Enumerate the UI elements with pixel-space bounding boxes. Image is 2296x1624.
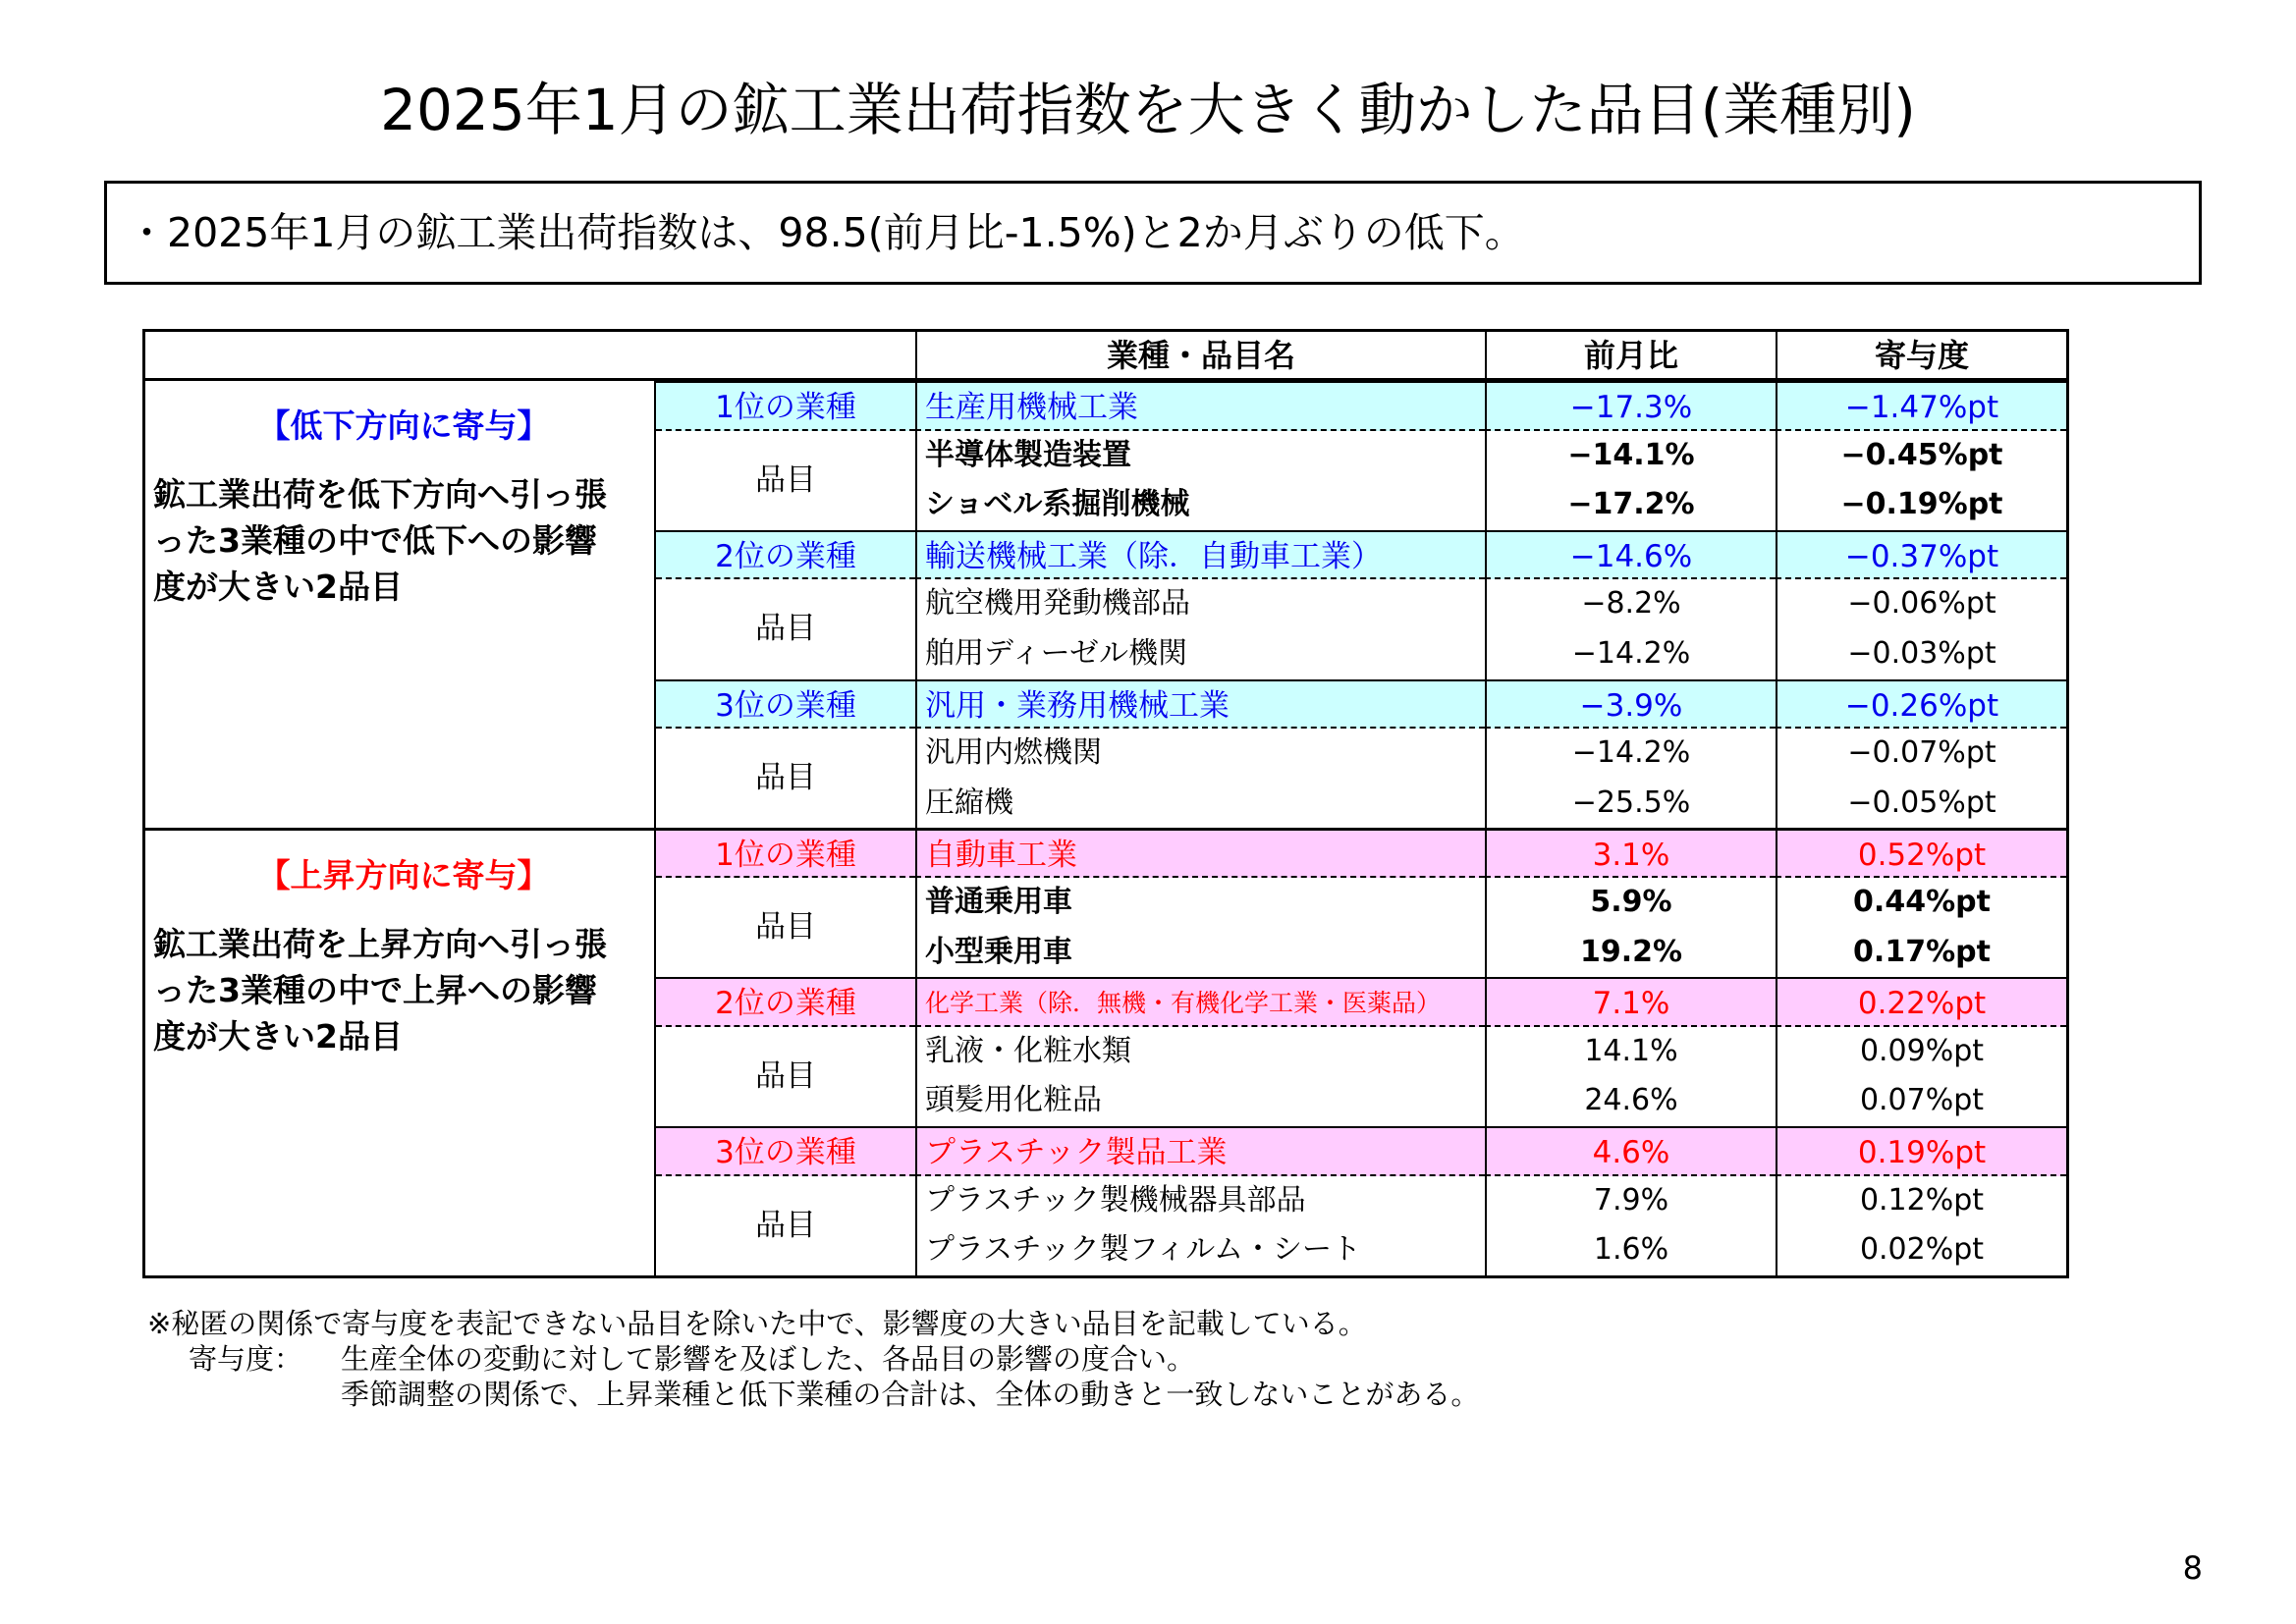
industry-contrib: 0.22%pt <box>1776 977 2066 1027</box>
item-mom: −8.2% <box>1485 579 1776 629</box>
industry-rank: 3位の業種 <box>656 1126 915 1176</box>
item-label: 品目 <box>755 461 816 498</box>
section-heading: 【低下方向に寄与】 <box>257 406 550 445</box>
item-contrib: 0.17%pt <box>1776 928 2066 978</box>
item-contrib: 0.44%pt <box>1776 878 2066 928</box>
item-mom: −14.1% <box>1485 431 1776 481</box>
item-mom: 1.6% <box>1485 1225 1776 1275</box>
industry-mom: 4.6% <box>1485 1126 1776 1176</box>
item-contrib: 0.07%pt <box>1776 1076 2066 1126</box>
item-contrib: −0.07%pt <box>1776 729 2066 779</box>
industry-mom: 3.1% <box>1485 828 1776 878</box>
item-mom: −25.5% <box>1485 779 1776 829</box>
item-contrib: −0.03%pt <box>1776 629 2066 679</box>
industry-name: 汎用・業務用機械工業 <box>915 679 1485 730</box>
industry-mom: −14.6% <box>1485 530 1776 580</box>
item-contrib: −0.06%pt <box>1776 579 2066 629</box>
item-name: 小型乗用車 <box>915 928 1485 978</box>
contribution-table <box>142 329 2069 1278</box>
industry-name: 自動車工業 <box>915 828 1485 878</box>
industry-name: 輸送機械工業（除．自動車工業） <box>915 530 1485 580</box>
industry-mom: −3.9% <box>1485 679 1776 730</box>
industry-name: プラスチック製品工業 <box>915 1126 1485 1176</box>
page-title: 2025年1月の鉱工業出荷指数を大きく動かした品目(業種別) <box>380 77 1916 143</box>
item-label: 品目 <box>755 1057 816 1094</box>
section-down <box>145 381 656 828</box>
item-name: プラスチック製フィルム・シート <box>915 1225 1485 1275</box>
industry-contrib: −1.47%pt <box>1776 381 2066 431</box>
industry-rank: 3位の業種 <box>656 679 915 730</box>
header-contrib: 寄与度 <box>1776 332 2066 381</box>
item-contrib: 0.09%pt <box>1776 1027 2066 1077</box>
item-name: ショベル系掘削機械 <box>915 480 1485 530</box>
item-mom: −14.2% <box>1485 629 1776 679</box>
section-up <box>145 828 656 1274</box>
industry-contrib: 0.52%pt <box>1776 828 2066 878</box>
item-name: 普通乗用車 <box>915 878 1485 928</box>
item-name: 半導体製造装置 <box>915 431 1485 481</box>
item-label: 品目 <box>755 1207 816 1243</box>
item-mom: −14.2% <box>1485 729 1776 779</box>
industry-mom: 7.1% <box>1485 977 1776 1027</box>
footnote <box>147 1306 1479 1412</box>
item-name: 汎用内燃機関 <box>915 729 1485 779</box>
item-label: 品目 <box>755 908 816 945</box>
item-name: 航空機用発動機部品 <box>915 579 1485 629</box>
item-mom: 7.9% <box>1485 1176 1776 1226</box>
item-mom: −17.2% <box>1485 480 1776 530</box>
item-label: 品目 <box>755 760 816 796</box>
footnote-line-1: ※秘匿の関係で寄与度を表記できない品目を除いた中で、影響度の大きい品目を記載している。 <box>147 1307 1367 1340</box>
industry-name: 化学工業（除．無機・有機化学工業・医薬品） <box>915 977 1485 1027</box>
item-name: 圧縮機 <box>915 779 1485 829</box>
item-contrib: 0.02%pt <box>1776 1225 2066 1275</box>
item-label: 品目 <box>755 611 816 647</box>
section-heading: 【上昇方向に寄与】 <box>257 856 550 895</box>
footnote-line-2: 生産全体の変動に対して影響を及ぼした、各品目の影響の度合い。 <box>341 1342 1196 1376</box>
item-mom: 5.9% <box>1485 878 1776 928</box>
section-description: 鉱工業出荷を低下方向へ引っ張った3業種の中で低下への影響度が大きい2品目 <box>153 475 607 606</box>
header-mom: 前月比 <box>1485 332 1776 381</box>
item-name: 頭髪用化粧品 <box>915 1076 1485 1126</box>
header-blank <box>145 332 915 381</box>
industry-contrib: −0.26%pt <box>1776 679 2066 730</box>
item-mom: 19.2% <box>1485 928 1776 978</box>
industry-rank: 2位の業種 <box>656 530 915 580</box>
item-contrib: 0.12%pt <box>1776 1176 2066 1226</box>
industry-mom: −17.3% <box>1485 381 1776 431</box>
industry-rank: 1位の業種 <box>656 828 915 878</box>
item-contrib: −0.45%pt <box>1776 431 2066 481</box>
item-mom: 14.1% <box>1485 1027 1776 1077</box>
item-mom: 24.6% <box>1485 1076 1776 1126</box>
item-name: 乳液・化粧水類 <box>915 1027 1485 1077</box>
industry-name: 生産用機械工業 <box>915 381 1485 431</box>
item-contrib: −0.19%pt <box>1776 480 2066 530</box>
footnote-key: 寄与度： <box>189 1342 303 1376</box>
industry-rank: 2位の業種 <box>656 977 915 1027</box>
industry-contrib: −0.37%pt <box>1776 530 2066 580</box>
footnote-definition <box>147 1341 1479 1412</box>
item-name: 舶用ディーゼル機関 <box>915 629 1485 679</box>
summary-box: ・2025年1月の鉱工業出荷指数は、98.5(前月比-1.5%)と2か月ぶりの低下。 <box>104 181 2202 285</box>
item-name: プラスチック製機械器具部品 <box>915 1176 1485 1226</box>
page-number: 8 <box>2182 1549 2203 1587</box>
section-description: 鉱工業出荷を上昇方向へ引っ張った3業種の中で上昇への影響度が大きい2品目 <box>153 925 607 1056</box>
industry-rank: 1位の業種 <box>656 381 915 431</box>
item-contrib: −0.05%pt <box>1776 779 2066 829</box>
header-name: 業種・品目名 <box>915 332 1485 381</box>
footnote-line-3: 季節調整の関係で、上昇業種と低下業種の合計は、全体の動きと一致しないことがある。 <box>341 1378 1480 1411</box>
industry-contrib: 0.19%pt <box>1776 1126 2066 1176</box>
